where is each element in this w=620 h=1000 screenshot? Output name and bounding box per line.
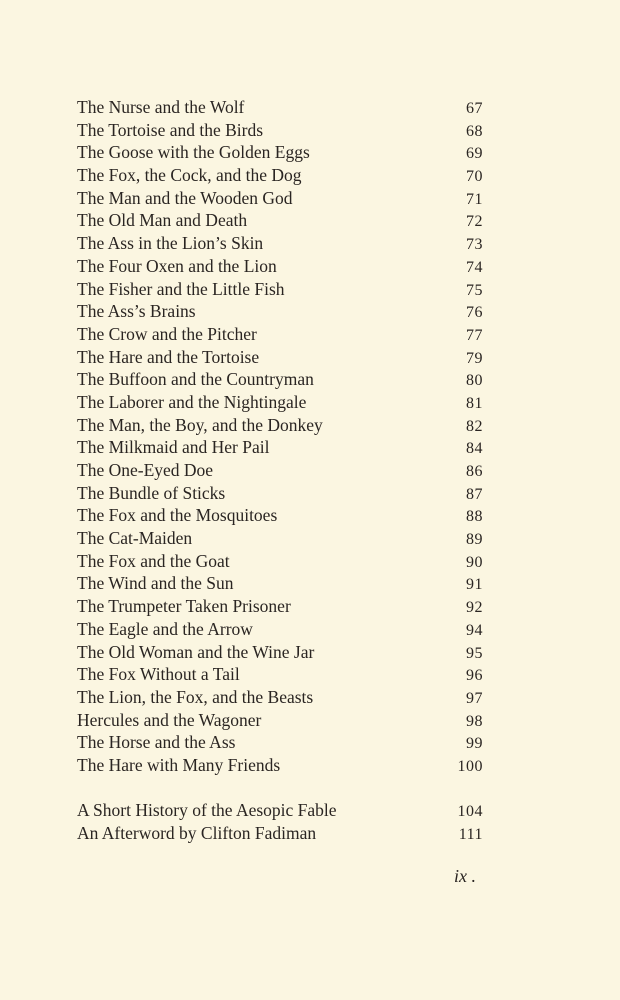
toc-entry-page: 104 xyxy=(457,803,483,821)
toc-entry-page: 84 xyxy=(466,440,483,458)
toc-entry-title: The Wind and the Sun xyxy=(77,573,234,594)
table-of-contents xyxy=(77,96,483,845)
toc-entry xyxy=(77,278,483,301)
toc-entry xyxy=(77,550,483,573)
toc-entry xyxy=(77,572,483,595)
toc-entry xyxy=(77,323,483,346)
toc-entry-title: The Hare with Many Friends xyxy=(77,754,281,775)
toc-entry-page: 75 xyxy=(466,281,483,299)
toc-entry xyxy=(77,436,483,459)
toc-entry-page: 89 xyxy=(466,531,483,549)
toc-entry-title: The Fox, the Cock, and the Dog xyxy=(77,165,302,186)
toc-entry-title: The Crow and the Pitcher xyxy=(77,323,257,344)
toc-entry xyxy=(77,709,483,732)
toc-entry-page: 97 xyxy=(466,689,483,707)
toc-entry xyxy=(77,232,483,255)
toc-entry xyxy=(77,391,483,414)
toc-entry-page: 99 xyxy=(466,735,483,753)
toc-entry-page: 91 xyxy=(466,576,483,594)
toc-entry-title: The Cat-Maiden xyxy=(77,528,193,549)
toc-entry-title: The Goose with the Golden Eggs xyxy=(77,142,310,163)
toc-entry-page: 73 xyxy=(466,236,483,254)
toc-entry-title: The Horse and the Ass xyxy=(77,732,236,753)
toc-entry xyxy=(77,641,483,664)
toc-entry-page: 92 xyxy=(466,599,483,617)
toc-entry-page: 71 xyxy=(466,190,483,208)
toc-entry xyxy=(77,618,483,641)
toc-entry-page: 67 xyxy=(466,100,483,117)
toc-entry xyxy=(77,96,483,119)
toc-entry-page: 88 xyxy=(466,508,483,526)
toc-entry-title: A Short History of the Aesopic Fable xyxy=(77,800,337,821)
toc-entry xyxy=(77,504,483,527)
toc-entry xyxy=(77,686,483,709)
page-number: ix . xyxy=(454,866,476,886)
toc-entry xyxy=(77,187,483,210)
toc-entry xyxy=(77,119,483,142)
toc-entry-title: The Hare and the Tortoise xyxy=(77,346,260,367)
toc-entry-page: 68 xyxy=(466,122,483,140)
toc-entry-title: The Ass in the Lion’s Skin xyxy=(77,233,264,254)
toc-entry xyxy=(77,595,483,618)
toc-entry-title: The Old Woman and the Wine Jar xyxy=(77,641,315,662)
toc-entry-title: The Laborer and the Nightingale xyxy=(77,391,307,412)
toc-entry-page: 96 xyxy=(466,667,483,685)
toc-entry-title: The Nurse and the Wolf xyxy=(77,97,245,117)
toc-entry-title: The Man and the Wooden God xyxy=(77,187,293,208)
toc-entry xyxy=(77,164,483,187)
toc-entry-title: The Fox Without a Tail xyxy=(77,664,240,685)
toc-entry xyxy=(77,799,483,822)
toc-entry-page: 82 xyxy=(466,417,483,435)
toc-entry-page: 79 xyxy=(466,349,483,367)
toc-entry-page: 70 xyxy=(466,168,483,186)
toc-entry xyxy=(77,663,483,686)
toc-entry xyxy=(77,346,483,369)
fable-list xyxy=(77,96,483,777)
toc-entry xyxy=(77,300,483,323)
toc-entry xyxy=(77,255,483,278)
toc-entry-page: 69 xyxy=(466,145,483,163)
toc-entry-title: The Trumpeter Taken Prisoner xyxy=(77,596,291,617)
toc-entry-page: 77 xyxy=(466,326,483,344)
toc-entry-title: The Bundle of Sticks xyxy=(77,482,226,503)
toc-entry xyxy=(77,209,483,232)
toc-entry xyxy=(77,822,483,845)
toc-entry xyxy=(77,414,483,437)
toc-entry-page: 76 xyxy=(466,304,483,322)
toc-entry-title: Hercules and the Wagoner xyxy=(77,709,262,730)
toc-entry-title: The Eagle and the Arrow xyxy=(77,618,253,639)
toc-entry-title: The Four Oxen and the Lion xyxy=(77,255,277,276)
toc-entry-title: The Buffoon and the Countryman xyxy=(77,369,314,390)
toc-entry-page: 111 xyxy=(458,825,483,843)
toc-entry-page: 74 xyxy=(466,258,483,276)
toc-entry-page: 98 xyxy=(466,712,483,730)
toc-entry xyxy=(77,731,483,754)
toc-entry-title: The Man, the Boy, and the Donkey xyxy=(77,414,323,435)
toc-entry xyxy=(77,527,483,550)
toc-entry-title: The Fox and the Mosquitoes xyxy=(77,505,278,526)
toc-entry xyxy=(77,141,483,164)
toc-entry xyxy=(77,482,483,505)
toc-entry xyxy=(77,459,483,482)
toc-entry-page: 90 xyxy=(466,553,483,571)
toc-entry xyxy=(77,754,483,777)
back-matter-list xyxy=(77,799,483,844)
toc-entry-page: 100 xyxy=(457,757,483,775)
section-gap xyxy=(77,777,483,800)
toc-entry-title: An Afterword by Clifton Fadiman xyxy=(77,822,317,843)
toc-entry-title: The Fox and the Goat xyxy=(77,550,230,571)
toc-entry-page: 80 xyxy=(466,372,483,390)
toc-entry-page: 87 xyxy=(466,485,483,503)
toc-entry-title: The Milkmaid and Her Pail xyxy=(77,437,270,458)
toc-entry-title: The Lion, the Fox, and the Beasts xyxy=(77,686,314,707)
toc-entry-page: 95 xyxy=(466,644,483,662)
toc-entry-title: The Tortoise and the Birds xyxy=(77,119,264,140)
toc-entry-page: 86 xyxy=(466,463,483,480)
toc-entry-title: The Old Man and Death xyxy=(77,210,248,231)
toc-entry xyxy=(77,368,483,391)
toc-entry-page: 72 xyxy=(466,213,483,231)
toc-entry-page: 94 xyxy=(466,621,483,639)
toc-entry-title: The Ass’s Brains xyxy=(77,301,196,322)
toc-entry-title: The One-Eyed Doe xyxy=(77,460,214,480)
toc-entry-title: The Fisher and the Little Fish xyxy=(77,278,285,299)
toc-entry-page: 81 xyxy=(466,394,483,412)
